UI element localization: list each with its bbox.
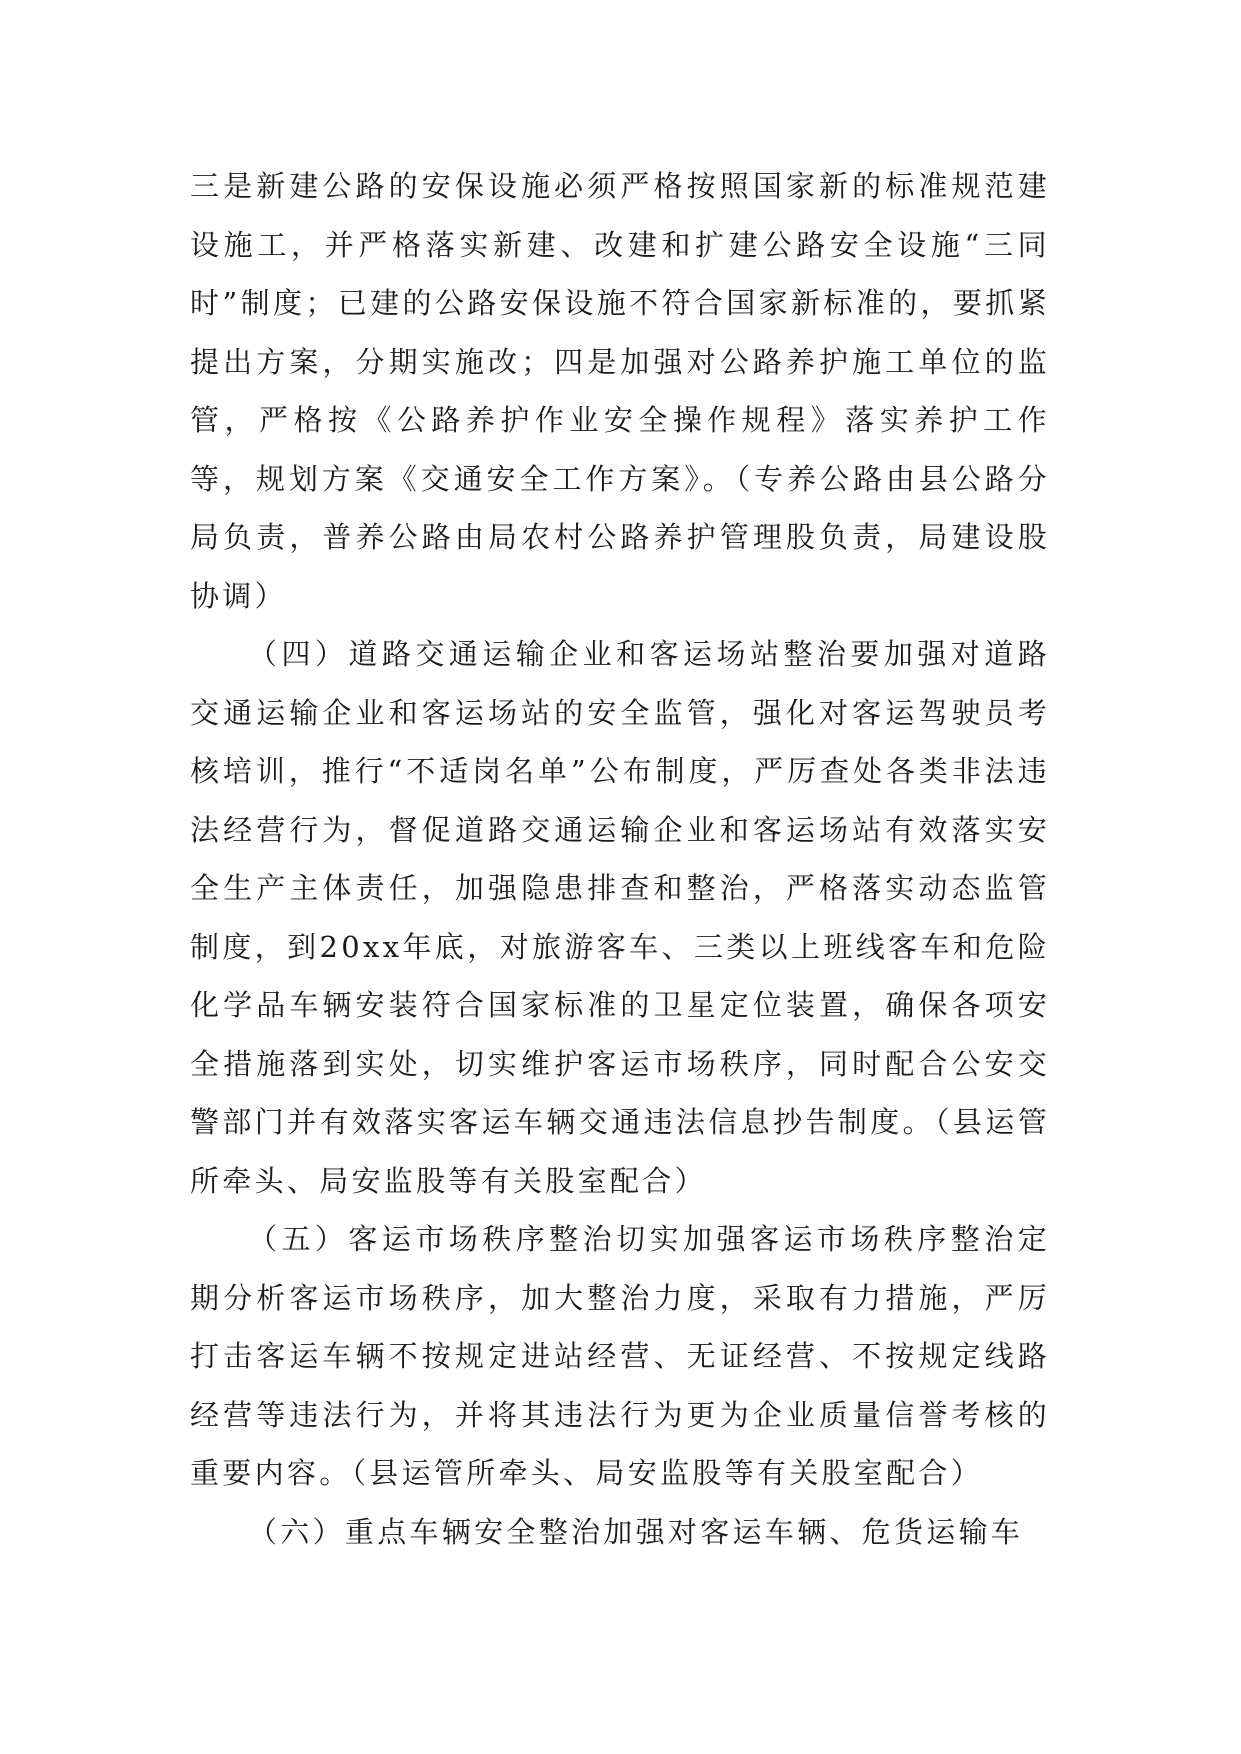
paragraph-key-vehicles: （六）重点车辆安全整治加强对客运车辆、危货运输车 <box>248 1514 1024 1549</box>
paragraph-passenger-market-order: （五）客运市场秩序整治切实加强客运市场秩序整治定期分析客运市场秩序，加大整治力度，采取有力措施，严厉打击客运车辆不按规定进站经营、无证经营、不按规定线路经营等违法行为，并将其违法行为更为企业质量信誉考核的重要内容。（县运管所牵头、局安监股等有关股室配合） <box>190 1222 1050 1490</box>
paragraph-transport-enterprises: （四）道路交通运输企业和客运场站整治要加强对道路交通运输企业和客运场站的安全监管，强化对客运驾驶员考核培训，推行“不适岗名单”公布制度，严厉查处各类非法违法经营行为，督促道路交通运输企业和客运场站有效落实安全生产主体责任，加强隐患排查和整治，严格落实动态监管制度，到20xx年底，对旅游客车、三类以上班线客车和危险化学品车辆安装符合国家标准的卫星定位装置，确保各项安全措施落到实处，切实维护客运市场秩序，同时配合公安交警部门并有效落实客运车辆交通违法信息抄告制度。（县运管所牵头、局安监股等有关股室配合） <box>190 637 1050 1198</box>
paragraph-road-safety-facilities: 三是新建公路的安保设施必须严格按照国家新的标准规范建设施工，并严格落实新建、改建和扩建公路安全设施“三同时”制度；已建的公路安保设施不符合国家新标准的，要抓紧提出方案，分期实施改；四是加强对公路养护施工单位的监管，严格按《公路养护作业安全操作规程》落实养护工作等，规划方案《交通安全工作方案》。（专养公路由县公路分局负责，普养公路由局农村公路养护管理股负责，局建设股协调） <box>190 169 1050 613</box>
document-body <box>190 157 1050 1561</box>
